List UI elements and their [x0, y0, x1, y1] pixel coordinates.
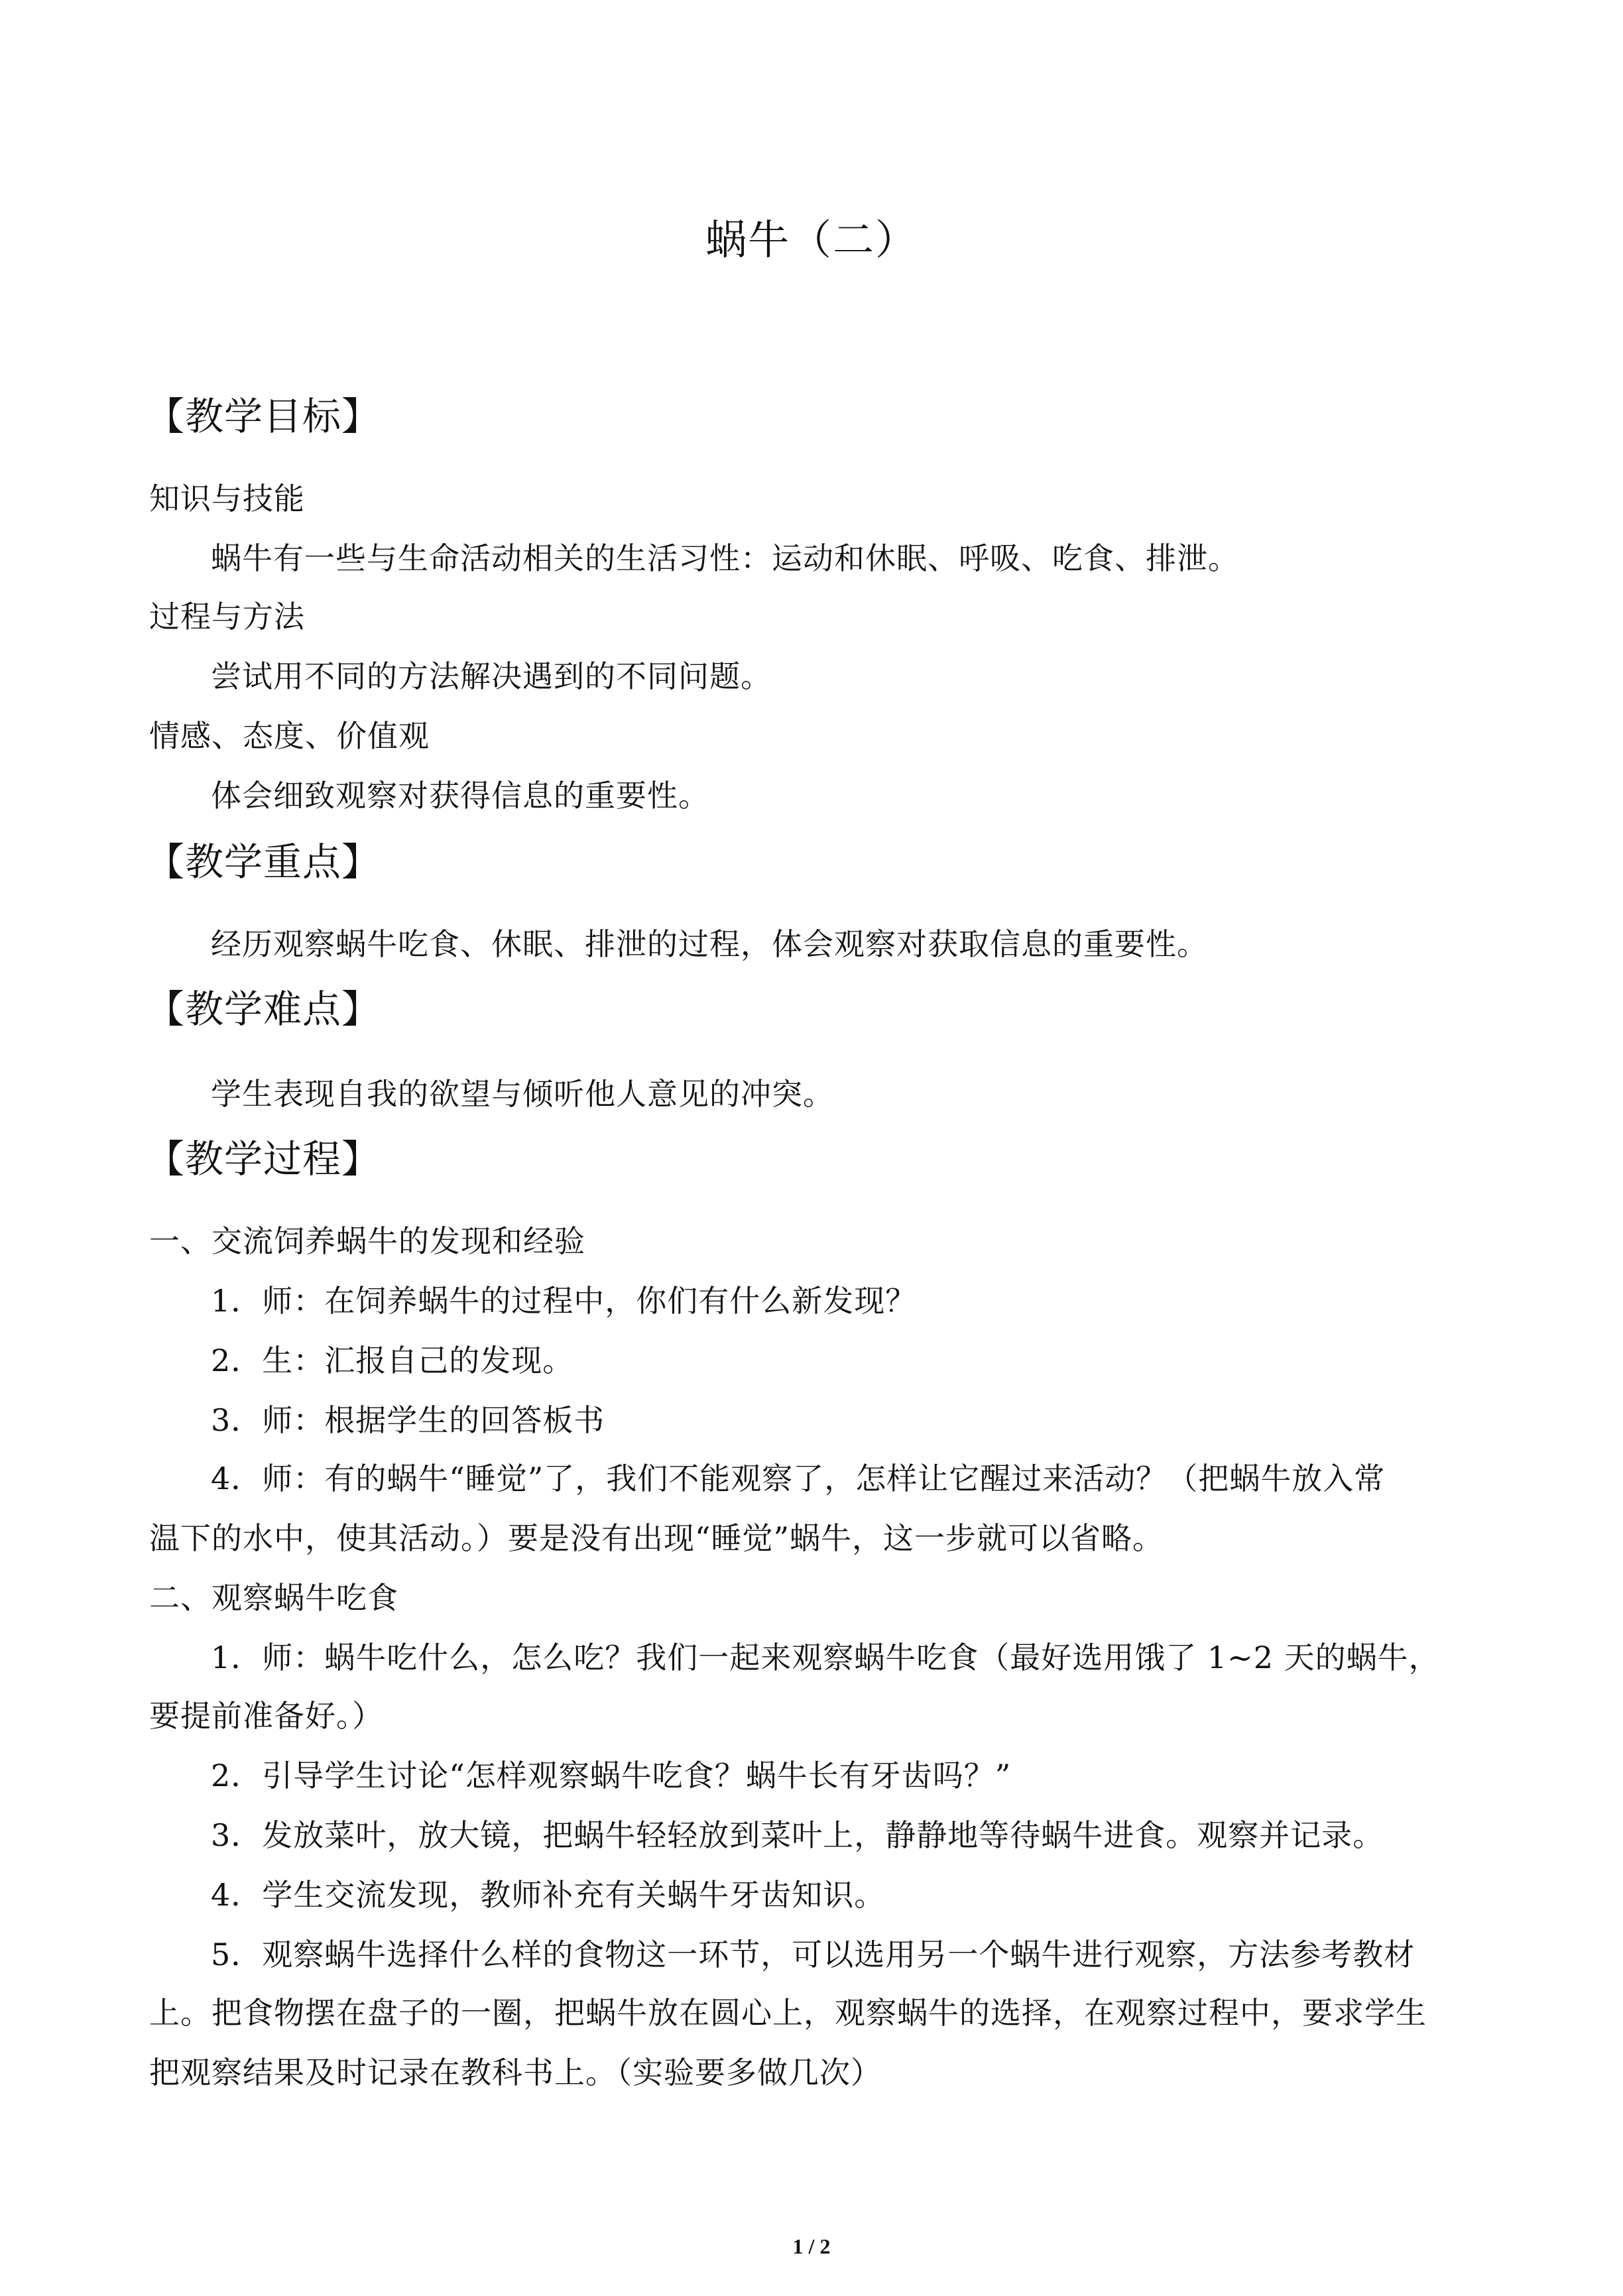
section-heading-key-points: 【教学重点】	[146, 839, 381, 884]
process-part2-item: 1．师：蜗牛吃什么，怎么吃？我们一起来观察蜗牛吃食（最好选用饿了 1~2 天的蜗牛，	[211, 1640, 1440, 1675]
process-part1-item: 4．师：有的蜗牛“睡觉”了，我们不能观察了，怎样让它醒过来活动？（把蜗牛放入常	[211, 1461, 1386, 1496]
process-part1-item-continued: 温下的水中，使其活动。）要是没有出现“睡觉”蜗牛，这一步就可以省略。	[149, 1520, 1164, 1556]
process-part1-item: 2．生：汇报自己的发现。	[211, 1343, 574, 1378]
paragraph-key-points: 经历观察蜗牛吃食、休眠、排泄的过程，体会观察对获取信息的重要性。	[211, 926, 1208, 962]
section-heading-difficulties: 【教学难点】	[146, 987, 381, 1032]
paragraph-knowledge: 蜗牛有一些与生命活动相关的生活习性：运动和休眠、呼吸、吃食、排泄。	[211, 540, 1239, 576]
process-part2-item: 3．发放菜叶，放大镜，把蜗牛轻轻放到菜叶上，静静地等待蜗牛进食。观察并记录。	[211, 1817, 1384, 1853]
subheading-knowledge: 知识与技能	[149, 481, 305, 516]
process-part2-item: 4．学生交流发现，教师补充有关蜗牛牙齿知识。	[211, 1877, 886, 1913]
process-part2-item-continued: 把观察结果及时记录在教科书上。（实验要多做几次）	[149, 2055, 882, 2090]
page-number: 1 / 2	[792, 2234, 831, 2258]
process-part2-item: 5．观察蜗牛选择什么样的食物这一环节，可以选用另一个蜗牛进行观察，方法参考教材	[211, 1937, 1415, 1972]
process-part1-item: 3．师：根据学生的回答板书	[211, 1402, 605, 1438]
process-part2-item-continued: 要提前准备好。）	[149, 1698, 383, 1734]
paragraph-process: 尝试用不同的方法解决遇到的不同问题。	[211, 658, 772, 694]
process-part2-title: 二、观察蜗牛吃食	[149, 1580, 398, 1616]
section-heading-process: 【教学过程】	[146, 1136, 381, 1181]
process-part2-item: 2．引导学生讨论“怎样观察蜗牛吃食？蜗牛长有牙齿吗？”	[211, 1758, 1012, 1793]
subheading-emotion: 情感、态度、价值观	[149, 718, 430, 754]
section-heading-objectives: 【教学目标】	[146, 394, 381, 439]
process-part1-title: 一、交流饲养蜗牛的发现和经验	[149, 1223, 585, 1259]
process-part2-item-continued: 上。把食物摆在盘子的一圈，把蜗牛放在圆心上，观察蜗牛的选择，在观察过程中，要求学生	[149, 1995, 1427, 2031]
process-part1-item: 1．师：在饲养蜗牛的过程中，你们有什么新发现？	[211, 1283, 917, 1319]
paragraph-difficulties: 学生表现自我的欲望与倾听他人意见的冲突。	[211, 1076, 834, 1112]
subheading-process: 过程与方法	[149, 599, 305, 634]
document-title: 蜗牛（二）	[705, 215, 918, 264]
paragraph-emotion: 体会细致观察对获得信息的重要性。	[211, 778, 709, 814]
